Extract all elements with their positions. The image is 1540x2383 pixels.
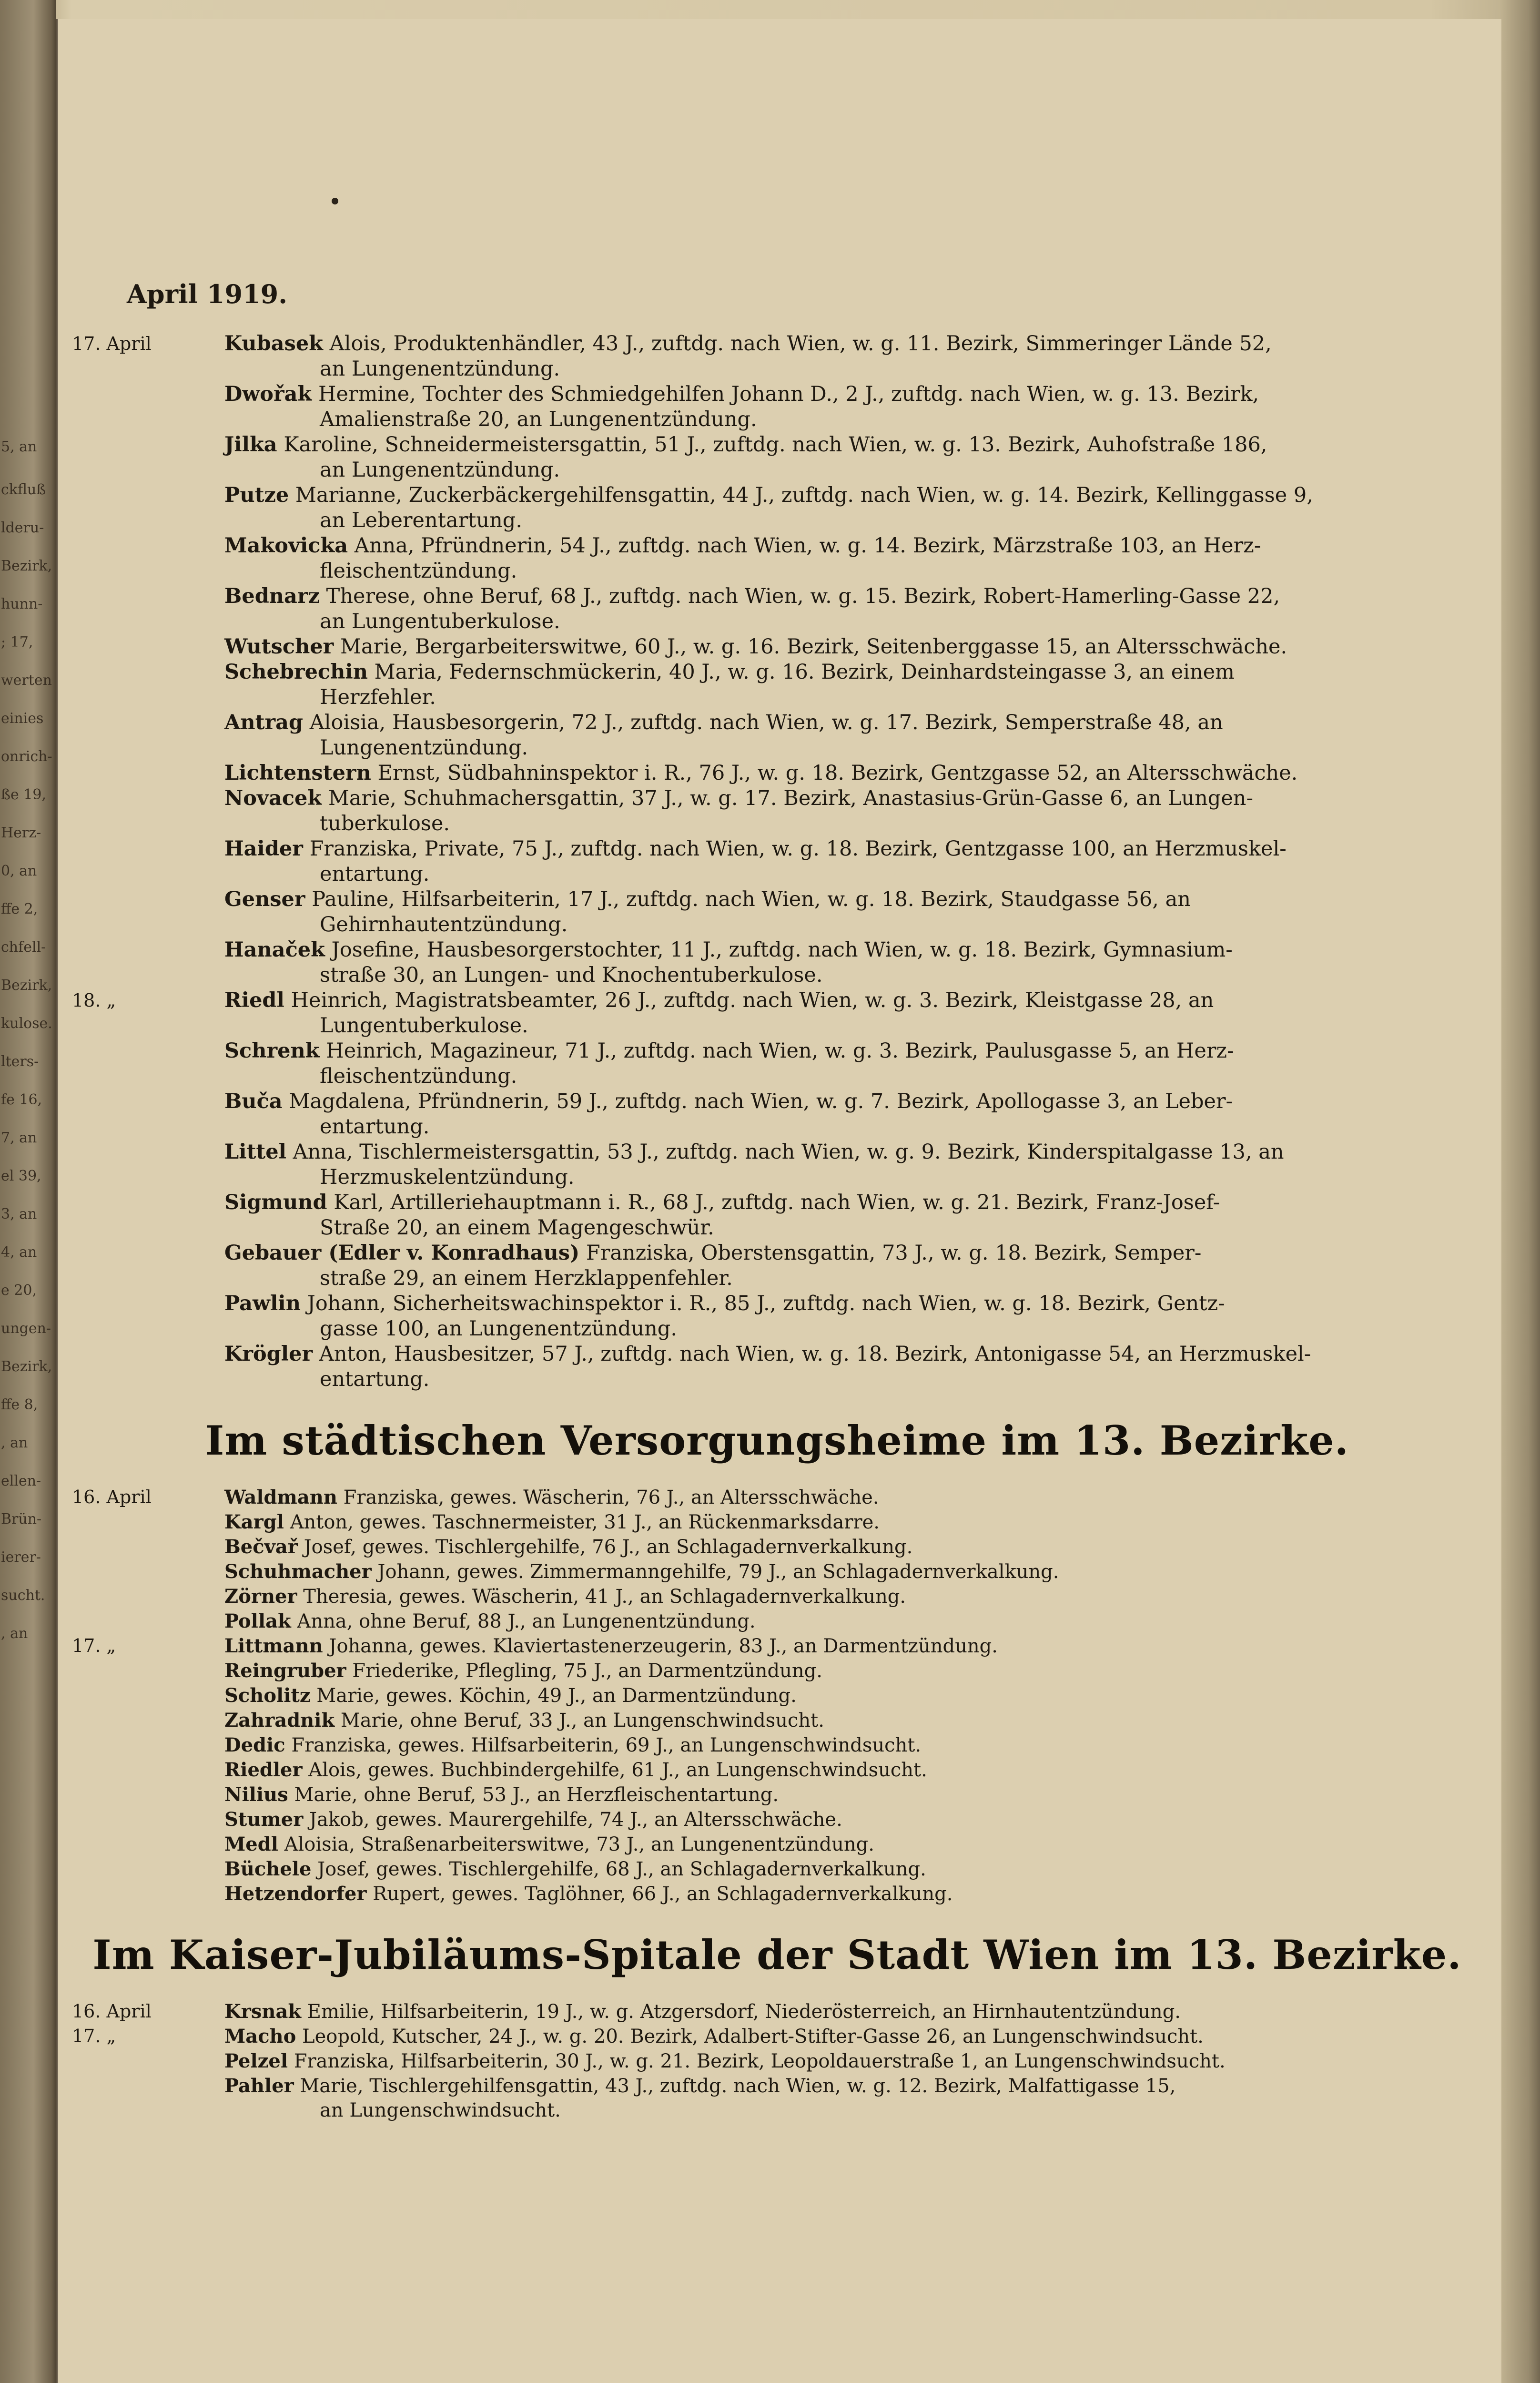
entry-continuation: Gehirnhautentzündung. — [320, 913, 568, 937]
entry-continuation: gasse 100, an Lungenentzündung. — [320, 1317, 678, 1341]
entry-surname: Hanaček — [224, 938, 325, 962]
entry-surname: Scholitz — [224, 1684, 311, 1707]
entry-continuation: Lungenentzündung. — [320, 736, 528, 760]
death-entry — [72, 887, 1482, 937]
entry-date: 16. April — [72, 2001, 152, 2022]
entry-surname: Zahradnik — [224, 1709, 335, 1731]
entry-surname: Schebrechin — [224, 660, 368, 684]
entry-continuation: Straße 20, an einem Magengeschwür. — [320, 1216, 714, 1240]
entry-date: 17. April — [72, 333, 152, 354]
entry-surname: Schrenk — [224, 1039, 320, 1063]
death-entry — [72, 1089, 1482, 1140]
death-entry — [72, 1882, 1482, 1906]
entry-continuation: entartung. — [320, 1115, 430, 1139]
facing-page-fragment: einies — [1, 710, 44, 727]
facing-page-edge — [0, 0, 56, 2383]
facing-page-fragment: kulose. — [1, 1015, 52, 1032]
entry-surname: Nilius — [224, 1783, 288, 1806]
entry-surname: Buča — [224, 1090, 283, 1113]
facing-page-fragment: ; 17, — [1, 634, 33, 651]
entry-date: 16. April — [72, 1487, 152, 1507]
entry-surname: Pahler — [224, 2075, 294, 2097]
death-entry — [72, 382, 1482, 432]
entry-surname: Haider — [224, 837, 303, 861]
entry-text: Rupert, gewes. Taglöhner, 66 J., an Schlagadernverkalkung. — [366, 1883, 953, 1905]
entry-surname: Dedic — [224, 1734, 285, 1756]
entry-continuation: an Lungenschwindsucht. — [320, 2099, 561, 2121]
facing-page-fragment: onrich- — [1, 748, 52, 765]
facing-page-fragment: Herz- — [1, 825, 41, 841]
entry-text: Franziska, Private, 75 J., zuftdg. nach Wien, w. g. 18. Bezirk, Gentzgasse 100, an Herzmuskel- — [303, 837, 1287, 861]
entry-text: Heinrich, Magazineur, 71 J., zuftdg. nach Wien, w. g. 3. Bezirk, Paulusgasse 5, an Herz- — [319, 1039, 1234, 1063]
entry-text: Therese, ohne Beruf, 68 J., zuftdg. nach Wien, w. g. 15. Bezirk, Robert-Hamerling-Gasse 22, — [319, 584, 1280, 608]
entry-text: Marie, Tischlergehilfensgattin, 43 J., zuftdg. nach Wien, w. g. 12. Bezirk, Malfattigasse 15, — [294, 2075, 1176, 2097]
entry-text: Anna, Tischlermeistersgattin, 53 J., zuftdg. nach Wien, w. g. 9. Bezirk, Kinderspitalgasse 13, an — [286, 1140, 1284, 1164]
entry-text: Heinrich, Magistratsbeamter, 26 J., zuftdg. nach Wien, w. g. 3. Bezirk, Kleistgasse 28, an — [284, 988, 1214, 1012]
entry-text: Alois, gewes. Buchbindergehilfe, 61 J., an Lungenschwindsucht. — [302, 1759, 927, 1781]
facing-page-fragment: , an — [1, 1435, 28, 1451]
facing-page-fragment: Bezirk, — [1, 977, 52, 994]
entry-text: Theresia, gewes. Wäscherin, 41 J., an Schlagadernverkalkung. — [297, 1586, 906, 1608]
death-entry — [72, 761, 1482, 786]
entry-text: Marie, ohne Beruf, 33 J., an Lungenschwindsucht. — [334, 1710, 824, 1731]
entry-text: Franziska, gewes. Wäscherin, 76 J., an Altersschwäche. — [337, 1487, 879, 1508]
entry-text: Johann, gewes. Zimmermanngehilfe, 79 J., an Schlagadernverkalkung. — [371, 1561, 1059, 1583]
page-shadow — [1500, 0, 1540, 2383]
entry-surname: Dwořak — [224, 382, 312, 406]
death-entry — [72, 533, 1482, 584]
content — [72, 331, 1482, 2123]
death-entry — [72, 1510, 1482, 1535]
entry-surname: Kargl — [224, 1511, 284, 1533]
entry-surname: Reingruber — [224, 1660, 346, 1682]
death-entry — [72, 786, 1482, 836]
entry-surname: Bednarz — [224, 584, 320, 608]
death-entry — [72, 1832, 1482, 1857]
facing-page-fragment: 7, an — [1, 1130, 37, 1146]
facing-page-fragment: lderu- — [1, 519, 44, 536]
facing-page-fragment: ße 19, — [1, 786, 47, 803]
facing-page-fragment: 3, an — [1, 1206, 37, 1222]
facing-page-fragment: 5, an — [1, 438, 37, 455]
entry-surname: Putze — [224, 483, 289, 507]
death-entry — [72, 1584, 1482, 1609]
death-entry — [72, 1609, 1482, 1634]
death-entry — [72, 1807, 1482, 1832]
death-entry — [72, 2024, 1482, 2049]
section-title-jubilaeumsspital: Im Kaiser-Jubiläums-Spitale der Stadt Wien im 13. Bezirke. — [92, 1931, 1462, 1978]
entry-text: Marianne, Zuckerbäckergehilfensgattin, 44 J., zuftdg. nach Wien, w. g. 14. Bezirk, Kellinggasse 9, — [289, 483, 1313, 507]
entry-text: Marie, ohne Beruf, 53 J., an Herzfleischentartung. — [288, 1784, 779, 1806]
entry-date: 17. „ — [72, 1635, 116, 1656]
entry-text: Josef, gewes. Tischlergehilfe, 68 J., an Schlagadernverkalkung. — [311, 1858, 926, 1880]
facing-page-fragment: 0, an — [1, 863, 37, 879]
facing-page-fragment: chfell- — [1, 939, 46, 956]
entry-continuation: entartung. — [320, 862, 430, 886]
entry-continuation: an Lungentuberkulose. — [320, 610, 560, 633]
facing-page-fragment: ungen- — [1, 1320, 51, 1337]
entry-surname: Novacek — [224, 786, 322, 810]
death-entry — [72, 1535, 1482, 1559]
entry-surname: Büchele — [224, 1858, 312, 1880]
entry-text: Anton, Hausbesitzer, 57 J., zuftdg. nach Wien, w. g. 18. Bezirk, Antonigasse 54, an Herzmuskel- — [313, 1342, 1311, 1366]
entry-surname: Littel — [224, 1140, 286, 1164]
death-entry — [72, 937, 1482, 988]
entry-text: Emilie, Hilfsarbeiterin, 19 J., w. g. Atzgersdorf, Niederösterreich, an Hirnhautentzündung. — [301, 2001, 1181, 2023]
death-entry — [72, 1733, 1482, 1758]
entry-surname: Stumer — [224, 1808, 304, 1831]
entry-surname: Genser — [224, 887, 305, 911]
entry-text: Johanna, gewes. Klaviertastenerzeugerin, 83 J., an Darmentzündung. — [323, 1635, 998, 1657]
entry-surname: Pawlin — [224, 1292, 301, 1315]
entry-text: Karoline, Schneidermeistersgattin, 51 J., zuftdg. nach Wien, w. g. 13. Bezirk, Auhofstraße 186, — [277, 433, 1267, 457]
entry-text: Franziska, gewes. Hilfsarbeiterin, 69 J., an Lungenschwindsucht. — [285, 1734, 922, 1756]
death-entry — [72, 1241, 1482, 1291]
entry-text: Karl, Artilleriehauptmann i. R., 68 J., zuftdg. nach Wien, w. g. 21. Bezirk, Franz-Josef- — [327, 1191, 1220, 1214]
entry-text: Marie, Schuhmachersgattin, 37 J., w. g. 17. Bezirk, Anastasius-Grün-Gasse 6, an Lungen- — [322, 786, 1253, 810]
entry-surname: Hetzendorfer — [224, 1883, 367, 1905]
entry-surname: Pollak — [224, 1610, 291, 1632]
entry-surname: Antrag — [224, 711, 304, 734]
entry-continuation: Amalienstraße 20, an Lungenentzündung. — [320, 407, 757, 431]
facing-page-fragment: lters- — [1, 1053, 39, 1070]
entry-text: Josefine, Hausbesorgerstochter, 11 J., zuftdg. nach Wien, w. g. 18. Bezirk, Gymnasium- — [324, 938, 1233, 962]
entry-date: 18. „ — [72, 990, 116, 1011]
entry-text: Anna, Pfründnerin, 54 J., zuftdg. nach Wien, w. g. 14. Bezirk, Märzstraße 103, an Herz- — [348, 534, 1261, 558]
entry-text: Jakob, gewes. Maurergehilfe, 74 J., an Altersschwäche. — [303, 1809, 842, 1831]
death-entry — [72, 1342, 1482, 1392]
entries-list — [72, 331, 1482, 1392]
death-entry — [72, 1485, 1482, 1510]
page-header: April 1919. — [127, 279, 288, 309]
entry-surname: Lichtenstern — [224, 761, 371, 785]
entry-text: Josef, gewes. Tischlergehilfe, 76 J., an Schlagadernverkalkung. — [297, 1536, 913, 1558]
death-entry — [72, 1708, 1482, 1733]
entry-text: Marie, Bergarbeiterswitwe, 60 J., w. g. 16. Bezirk, Seitenberggasse 15, an Altersschwäche. — [334, 635, 1287, 659]
death-entry — [72, 1634, 1482, 1659]
entry-surname: Waldmann — [224, 1486, 337, 1508]
entry-text: Franziska, Hilfsarbeiterin, 30 J., w. g. 21. Bezirk, Leopoldauerstraße 1, an Lungenschwindsucht. — [288, 2050, 1226, 2072]
section-title-versorgungsheim: Im städtischen Versorgungsheime im 13. Bezirke. — [205, 1417, 1349, 1464]
entry-text: Alois, Produktenhändler, 43 J., zuftdg. nach Wien, w. g. 11. Bezirk, Simmeringer Lände 52, — [323, 332, 1272, 356]
death-entry — [72, 1683, 1482, 1708]
entries-list-jubilaeumsspital — [72, 1999, 1482, 2123]
entry-surname: Krsnak — [224, 2000, 302, 2023]
facing-page-fragment: werten — [1, 672, 52, 689]
death-entry — [72, 1659, 1482, 1683]
entry-text: Maria, Federnschmückerin, 40 J., w. g. 16. Bezirk, Deinhardsteingasse 3, an einem — [367, 660, 1235, 684]
facing-page-fragment: ierer- — [1, 1549, 41, 1566]
entry-surname: Makovicka — [224, 534, 348, 558]
entry-surname: Riedler — [224, 1759, 303, 1781]
entry-surname: Riedl — [224, 988, 284, 1012]
facing-page-fragment: Bezirk, — [1, 1358, 52, 1375]
entry-surname: Jilka — [224, 433, 277, 457]
entry-text: Magdalena, Pfründnerin, 59 J., zuftdg. nach Wien, w. g. 7. Bezirk, Apollogasse 3, an Leber- — [282, 1090, 1233, 1113]
entry-surname: Kubasek — [224, 332, 323, 356]
entry-surname: Wutscher — [224, 635, 334, 659]
entry-surname: Krögler — [224, 1342, 313, 1366]
entry-surname: Medl — [224, 1833, 278, 1855]
entry-continuation: an Lungenentzündung. — [320, 458, 560, 482]
death-entry — [72, 634, 1482, 660]
facing-page-fragment: hunn- — [1, 596, 43, 612]
entry-surname: Schuhmacher — [224, 1560, 372, 1583]
entry-continuation: an Lungenentzündung. — [320, 357, 560, 381]
entry-continuation: Lungentuberkulose. — [320, 1014, 528, 1038]
death-entry — [72, 836, 1482, 887]
facing-page-fragment: ffe 8, — [1, 1396, 38, 1413]
death-entry — [72, 2074, 1482, 2123]
entry-surname: Sigmund — [224, 1191, 327, 1214]
entry-text: Franziska, Oberstensgattin, 73 J., w. g. 18. Bezirk, Semper- — [579, 1241, 1202, 1265]
facing-page-fragment: Brün- — [1, 1511, 42, 1528]
death-entry — [72, 483, 1482, 533]
entry-surname: Zörner — [224, 1585, 297, 1608]
facing-page-fragment: sucht. — [1, 1587, 45, 1604]
death-entry — [72, 584, 1482, 634]
death-entry — [72, 1291, 1482, 1342]
entry-continuation: fleischentzündung. — [320, 559, 517, 583]
death-entry — [72, 1559, 1482, 1584]
entry-text: Ernst, Südbahninspektor i. R., 76 J., w. g. 18. Bezirk, Gentzgasse 52, an Altersschwäche. — [371, 761, 1298, 785]
death-entry — [72, 1140, 1482, 1190]
entry-text: Anton, gewes. Taschnermeister, 31 J., an Rückenmarksdarre. — [284, 1511, 880, 1533]
entry-continuation: fleischentzündung. — [320, 1064, 517, 1088]
facing-page-fragment: ffe 2, — [1, 901, 38, 917]
facing-page-fragment: Bezirk, — [1, 558, 52, 574]
entry-surname: Pelzel — [224, 2050, 288, 2072]
facing-page-fragment: ckfluß — [1, 481, 46, 498]
entry-text: Anna, ohne Beruf, 88 J., an Lungenentzündung. — [291, 1610, 756, 1632]
ink-dot — [332, 198, 338, 204]
entry-continuation: Herzmuskelentzündung. — [320, 1165, 575, 1189]
entry-text: Marie, gewes. Köchin, 49 J., an Darmentzündung. — [310, 1685, 797, 1707]
death-entry — [72, 1190, 1482, 1241]
death-entry — [72, 331, 1482, 382]
death-entry — [72, 660, 1482, 710]
entry-continuation: entartung. — [320, 1367, 430, 1391]
document-page — [56, 19, 1501, 2383]
entry-text: Leopold, Kutscher, 24 J., w. g. 20. Bezirk, Adalbert-Stifter-Gasse 26, an Lungenschwindsucht. — [296, 2026, 1204, 2047]
entry-continuation: straße 29, an einem Herzklappenfehler. — [320, 1266, 733, 1290]
death-entry — [72, 1999, 1482, 2024]
facing-page-fragment: el 39, — [1, 1168, 41, 1184]
death-entry — [72, 2049, 1482, 2074]
entry-text: Johann, Sicherheitswachinspektor i. R., 85 J., zuftdg. nach Wien, w. g. 18. Bezirk, Gentz- — [301, 1292, 1225, 1315]
entries-list-versorgungsheim — [72, 1485, 1482, 1906]
death-entry — [72, 1782, 1482, 1807]
entry-text: Hermine, Tochter des Schmiedgehilfen Johann D., 2 J., zuftdg. nach Wien, w. g. 13. Bezirk, — [312, 382, 1259, 406]
entry-date: 17. „ — [72, 2026, 116, 2047]
facing-page-fragment: ellen- — [1, 1473, 41, 1489]
entry-continuation: Herzfehler. — [320, 685, 436, 709]
entry-text: Pauline, Hilfsarbeiterin, 17 J., zuftdg. nach Wien, w. g. 18. Bezirk, Staudgasse 56, an — [305, 887, 1191, 911]
entry-text: Aloisia, Hausbesorgerin, 72 J., zuftdg. nach Wien, w. g. 17. Bezirk, Semperstraße 48, an — [303, 711, 1223, 734]
entry-text: Friederike, Pflegling, 75 J., an Darmentzündung. — [346, 1660, 822, 1682]
death-entry — [72, 1039, 1482, 1089]
entry-surname: Gebauer (Edler v. Konradhaus) — [224, 1241, 580, 1265]
death-entry — [72, 988, 1482, 1039]
entry-continuation: tuberkulose. — [320, 812, 450, 835]
entry-surname: Macho — [224, 2025, 296, 2047]
facing-page-fragment: fe 16, — [1, 1091, 42, 1108]
facing-page-fragment: 4, an — [1, 1244, 37, 1261]
entry-surname: Bečvař — [224, 1536, 298, 1558]
facing-page-fragment: e 20, — [1, 1282, 37, 1299]
death-entry — [72, 1758, 1482, 1782]
entry-continuation: an Leberentartung. — [320, 509, 523, 532]
entry-surname: Littmann — [224, 1635, 323, 1657]
facing-page-fragment: , an — [1, 1625, 28, 1642]
death-entry — [72, 710, 1482, 761]
entry-continuation: straße 30, an Lungen- und Knochentuberkulose. — [320, 963, 823, 987]
death-entry — [72, 432, 1482, 483]
entry-text: Aloisia, Straßenarbeiterswitwe, 73 J., an Lungenentzündung. — [278, 1833, 874, 1855]
death-entry — [72, 1857, 1482, 1882]
